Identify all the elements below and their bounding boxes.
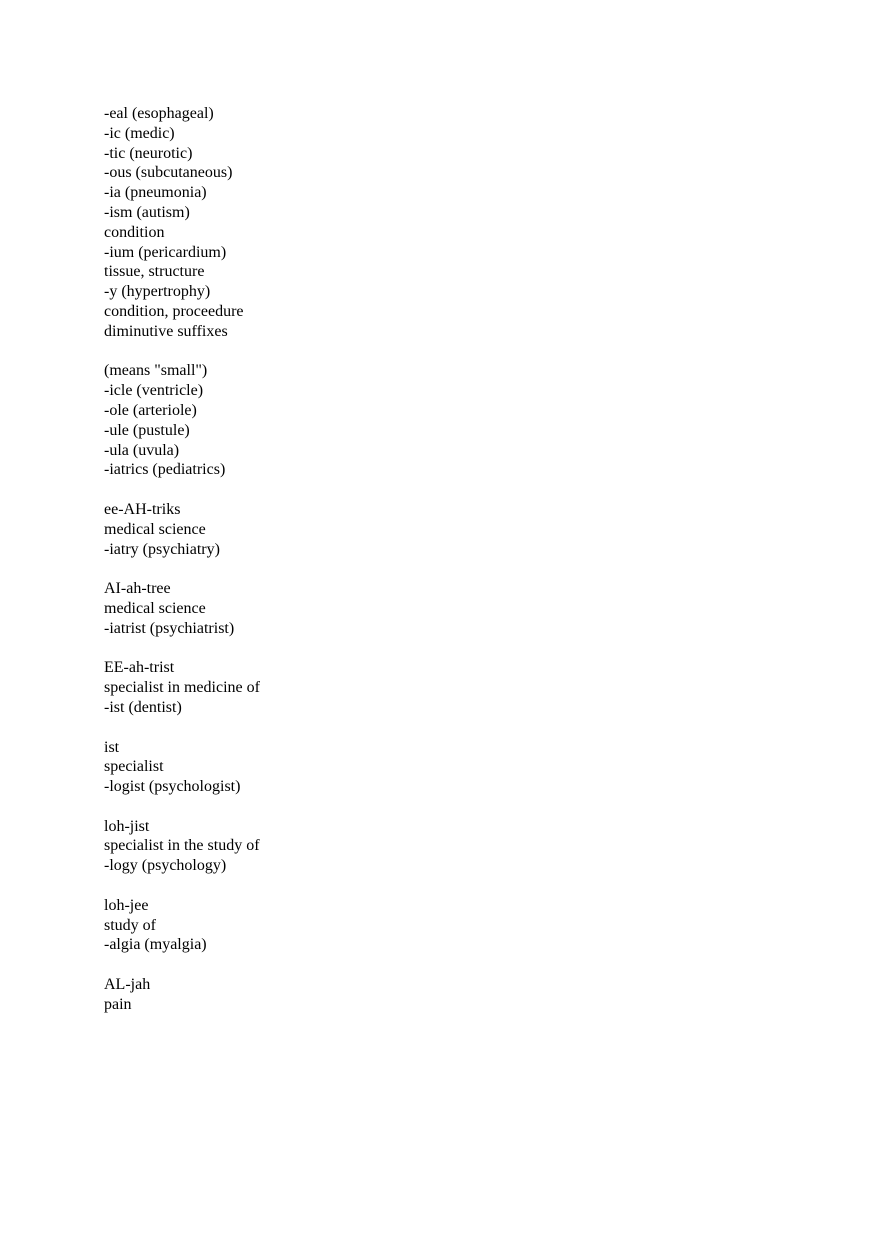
blank-line <box>104 480 260 500</box>
text-line: pain <box>104 995 132 1013</box>
text-line: -ia (pneumonia) <box>104 184 207 202</box>
text-line: (means "small") <box>104 362 208 380</box>
text-line: medical science <box>104 520 206 538</box>
text-line: specialist <box>104 758 164 776</box>
blank-line <box>104 876 260 896</box>
blank-line <box>104 955 260 975</box>
blank-line <box>104 559 260 579</box>
text-line: -ium (pericardium) <box>104 243 227 261</box>
text-line: -iatry (psychiatry) <box>104 540 220 558</box>
suffix-list <box>104 104 260 1015</box>
text-line: loh-jee <box>104 896 149 914</box>
text-line: condition, proceedure <box>104 302 244 320</box>
blank-line <box>104 797 260 817</box>
text-line: -icle (ventricle) <box>104 382 204 400</box>
text-line: -logist (psychologist) <box>104 778 241 796</box>
text-line: -iatrist (psychiatrist) <box>104 619 235 637</box>
text-line: -iatrics (pediatrics) <box>104 461 226 479</box>
text-line: medical science <box>104 599 206 617</box>
text-line: -algia (myalgia) <box>104 936 207 954</box>
text-line: EE-ah-trist <box>104 659 175 677</box>
text-line: loh-jist <box>104 817 150 835</box>
text-line: AL-jah <box>104 976 151 994</box>
text-line: specialist in the study of <box>104 837 260 855</box>
text-line: diminutive suffixes <box>104 322 228 340</box>
text-line: specialist in medicine of <box>104 679 260 697</box>
text-line: tissue, structure <box>104 263 205 281</box>
text-line: -ist (dentist) <box>104 698 182 716</box>
text-line: -ula (uvula) <box>104 441 180 459</box>
text-line: condition <box>104 223 165 241</box>
text-line: -logy (psychology) <box>104 857 227 875</box>
text-line: AI-ah-tree <box>104 580 171 598</box>
text-line: -ism (autism) <box>104 203 190 221</box>
blank-line <box>104 342 260 362</box>
text-line: study of <box>104 916 156 934</box>
text-line: -tic (neurotic) <box>104 144 193 162</box>
text-line: -ic (medic) <box>104 124 175 142</box>
text-line: -y (hypertrophy) <box>104 283 211 301</box>
blank-line <box>104 718 260 738</box>
text-line: -ule (pustule) <box>104 421 190 439</box>
text-line: ist <box>104 738 120 756</box>
text-line: -ole (arteriole) <box>104 401 197 419</box>
text-line: -ous (subcutaneous) <box>104 164 233 182</box>
text-line: ee-AH-triks <box>104 500 181 518</box>
text-line: -eal (esophageal) <box>104 105 214 122</box>
blank-line <box>104 639 260 659</box>
